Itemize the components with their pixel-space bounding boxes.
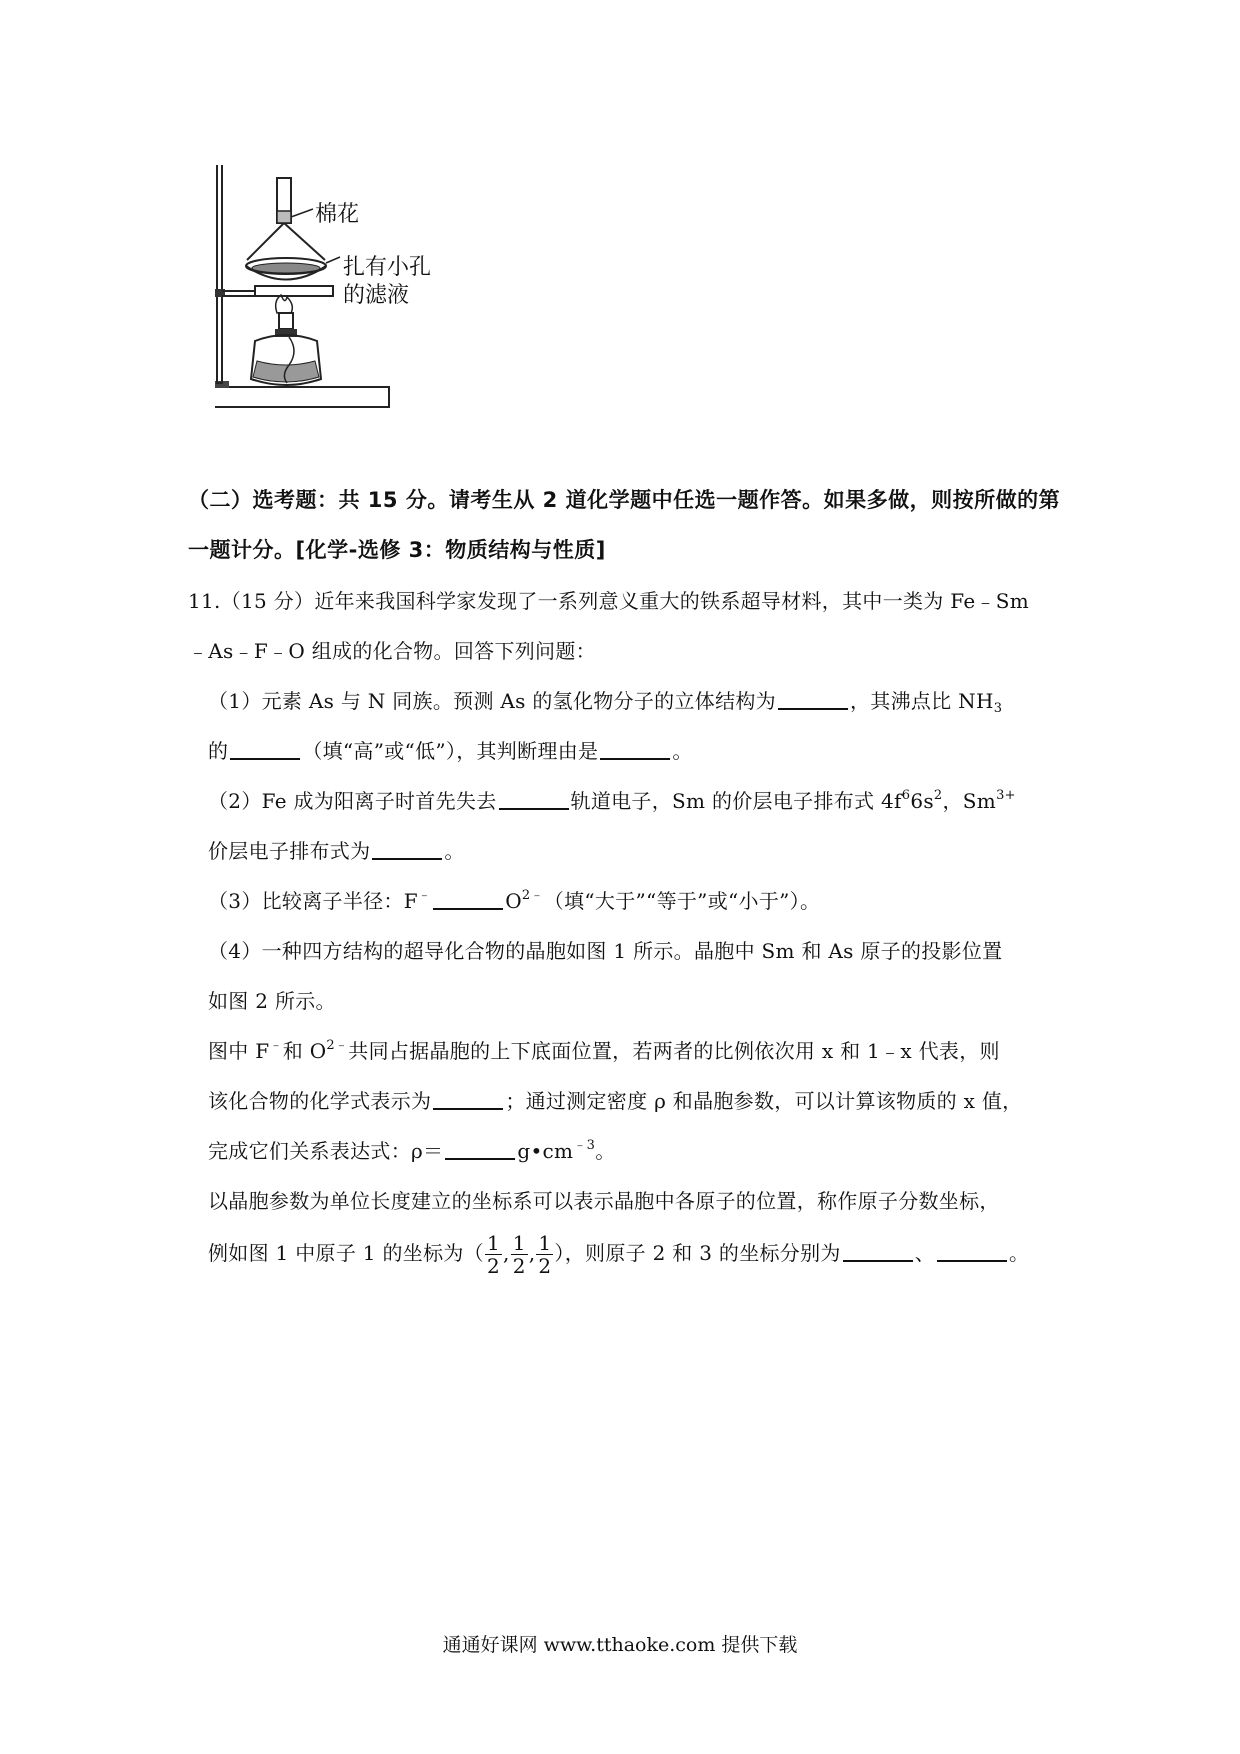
fraction-denominator: 2 bbox=[512, 1254, 526, 1278]
q1-text-c: 的 bbox=[208, 739, 229, 763]
fraction-numerator: 1 bbox=[486, 1231, 501, 1255]
fraction-numerator: 1 bbox=[538, 1231, 552, 1255]
q3-sup2: 2﹣ bbox=[521, 888, 544, 903]
label-hole-line2: 的滤液 bbox=[343, 283, 410, 308]
comma: , bbox=[528, 1241, 536, 1265]
q2-text-e: 价层电子排布式为 bbox=[208, 839, 371, 863]
apparatus-figure bbox=[215, 165, 475, 465]
answer-blank bbox=[600, 757, 670, 760]
q3-text-b: O bbox=[505, 889, 522, 913]
q1-text-d: （填“高”或“低”），其判断理由是 bbox=[302, 739, 599, 763]
q1-text-b: ，其沸点比 NH bbox=[849, 689, 994, 713]
q4-p3-text-b: g•cm bbox=[517, 1139, 574, 1163]
q2-sup2: 2 bbox=[933, 788, 943, 803]
answer-blank bbox=[230, 757, 300, 760]
q2-text-a: （2）Fe 成为阳离子时首先失去 bbox=[208, 789, 497, 813]
q4-p5-text-b: ），则原子 2 和 3 的坐标分别为 bbox=[554, 1241, 841, 1265]
answer-blank bbox=[433, 1107, 503, 1110]
q4-p2-text-a: 该化合物的化学式表示为 bbox=[208, 1089, 432, 1113]
q1-line1 bbox=[208, 685, 1002, 714]
q4-p3-text-c: 。 bbox=[595, 1139, 616, 1163]
fraction-half bbox=[511, 1232, 528, 1277]
q4-paragraph3 bbox=[208, 1135, 616, 1164]
q2-text-f: 。 bbox=[444, 839, 465, 863]
q4-line1: （4）一种四方结构的超导化合物的晶胞如图 1 所示。晶胞中 Sm 和 As 原子的投影位置 bbox=[208, 939, 1003, 963]
q4-p3-sup: ﹣3 bbox=[573, 1138, 596, 1153]
q3-sup1: ﹣ bbox=[417, 888, 432, 903]
q4-paragraph2 bbox=[208, 1085, 1022, 1114]
q3-text-c: （填“大于”“等于”或“小于”）。 bbox=[543, 889, 821, 913]
fraction-half bbox=[536, 1232, 553, 1277]
q4-p1-text-c: 共同占据晶胞的上下底面位置，若两者的比例依次用 x 和 1﹣x 代表，则 bbox=[348, 1039, 1000, 1063]
q4-paragraph5 bbox=[208, 1232, 1029, 1277]
fraction-half bbox=[485, 1232, 502, 1277]
answer-blank bbox=[937, 1259, 1007, 1262]
page-footer: 通通好课网 www.tthaoke.com 提供下载 bbox=[442, 1634, 798, 1656]
label-hole-line1: 扎有小孔 bbox=[343, 255, 432, 280]
q4-p1-sup2: 2﹣ bbox=[326, 1038, 349, 1053]
section-header-line1: （二）选考题：共 15 分。请考生从 2 道化学题中任选一题作答。如果多做，则按所做的第 bbox=[188, 488, 1061, 512]
q2-text-c: 6s bbox=[910, 789, 934, 813]
fraction-denominator: 2 bbox=[486, 1254, 501, 1278]
fraction-numerator: 1 bbox=[512, 1231, 526, 1255]
label-cotton: 棉花 bbox=[315, 202, 360, 227]
comma: , bbox=[503, 1241, 510, 1265]
q4-p5-text-a: 例如图 1 中原子 1 的坐标为（ bbox=[208, 1241, 484, 1265]
answer-blank bbox=[445, 1157, 515, 1160]
q2-line2 bbox=[208, 835, 465, 864]
q4-p1-text-b: 和 O bbox=[282, 1039, 327, 1063]
section-header bbox=[188, 475, 1068, 575]
q4-paragraph1 bbox=[208, 1035, 1000, 1064]
q3-text-a: （3）比较离子半径：F bbox=[208, 889, 418, 913]
q4-p5-text-c: 、 bbox=[914, 1241, 936, 1265]
q4-p1-text-a: 图中 F bbox=[208, 1039, 270, 1063]
q1-text-a: （1）元素 As 与 N 同族。预测 As 的氢化物分子的立体结构为 bbox=[208, 689, 776, 713]
q1-text-e: 。 bbox=[672, 739, 693, 763]
q2-text-d: ，Sm bbox=[942, 789, 997, 813]
q2-line1 bbox=[208, 785, 1016, 814]
answer-blank bbox=[372, 857, 442, 860]
q2-sup1: 6 bbox=[901, 788, 911, 803]
q2-sup3: 3+ bbox=[996, 788, 1016, 803]
answer-blank bbox=[433, 907, 503, 910]
q4-p3-text-a: 完成它们关系表达式：ρ＝ bbox=[208, 1139, 444, 1163]
q4-line2: 如图 2 所示。 bbox=[208, 989, 336, 1013]
q4-paragraph4: 以晶胞参数为单位长度建立的坐标系可以表示晶胞中各原子的位置，称作原子分数坐标， bbox=[208, 1189, 1000, 1213]
question-intro-line1: 11.（15 分）近年来我国科学家发现了一系列意义重大的铁系超导材料，其中一类为 Fe﹣Sm bbox=[188, 589, 1030, 613]
q1-line2 bbox=[208, 735, 693, 764]
q2-text-b: 轨道电子，Sm 的价层电子排布式 4f bbox=[570, 789, 902, 813]
q4-p1-sup1: ﹣ bbox=[269, 1038, 283, 1053]
q4-p2-text-b: ；通过测定密度 ρ 和晶胞参数，可以计算该物质的 x 值， bbox=[505, 1089, 1023, 1113]
fraction-denominator: 2 bbox=[538, 1254, 552, 1278]
q3-line bbox=[208, 885, 820, 914]
answer-blank bbox=[843, 1259, 913, 1262]
answer-blank bbox=[499, 807, 569, 810]
q4-p5-text-d: 。 bbox=[1009, 1241, 1030, 1265]
answer-blank bbox=[778, 707, 848, 710]
section-header-line2: 一题计分。[化学-选修 3：物质结构与性质] bbox=[188, 538, 606, 562]
question-intro-line2: ﹣As﹣F﹣O 组成的化合物。回答下列问题： bbox=[188, 639, 596, 663]
q1-subscript: 3 bbox=[993, 701, 1003, 716]
